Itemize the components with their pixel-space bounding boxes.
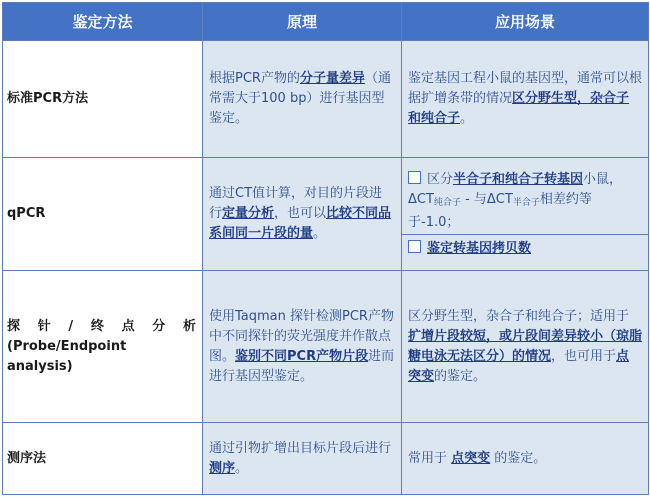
application-cell <box>402 423 649 495</box>
text: 。 <box>460 111 474 126</box>
text: 相差约等于-1.0； <box>408 191 592 230</box>
text: 根据PCR产物的 <box>209 71 300 86</box>
text: ，也可用于 <box>551 348 617 364</box>
text: ，也可以 <box>274 206 327 221</box>
highlight-text: 测序 <box>209 460 236 476</box>
table-row <box>3 271 649 423</box>
highlight-text: 定量分析 <box>222 206 275 221</box>
highlight-text: 点突变 <box>408 348 630 384</box>
text: 的鉴定。 <box>490 450 547 466</box>
method-cell: 标准PCR方法 <box>3 41 203 158</box>
subscript: 纯合子 <box>433 197 461 208</box>
principle-cell <box>203 158 402 271</box>
checkbox-icon <box>408 240 421 253</box>
highlight-text: 鉴别不同PCR产物片段 <box>235 348 369 364</box>
principle-cell <box>203 271 402 423</box>
highlight-text: 分子量差异 <box>299 71 365 86</box>
text: 小鼠，ΔCT <box>408 171 623 207</box>
text: 鉴定基因工程小鼠的基因型，通常可以根据扩增条带的情况 <box>408 71 643 106</box>
table-header-row <box>3 3 649 41</box>
genotyping-methods-table <box>2 2 649 495</box>
header-method: 鉴定方法 <box>3 3 203 41</box>
text: 。 <box>235 460 249 476</box>
text: 的鉴定。 <box>434 368 487 384</box>
header-principle: 原理 <box>203 3 402 41</box>
highlight-text: 半合子和纯合子转基因 <box>453 171 584 187</box>
highlight-text: 鉴定转基因拷贝数 <box>427 240 532 256</box>
method-cell <box>3 271 203 423</box>
application-cell <box>402 158 649 271</box>
text: 进而进行基因型鉴定。 <box>209 348 395 384</box>
subscript: 半合子 <box>512 197 540 208</box>
highlight-text: 扩增片段较短，或片段间差异较小（琼脂糖电泳无法区分）的情况 <box>408 328 643 364</box>
text: 区分野生型，杂合子和纯合子；适用于 <box>408 308 630 324</box>
application-item <box>402 166 648 234</box>
header-application: 应用场景 <box>402 3 649 41</box>
table-row <box>3 423 649 495</box>
highlight-text: 区分野生型，杂合子和纯合子 <box>408 91 630 126</box>
method-cell: qPCR <box>3 158 203 271</box>
text: （通常需大于100 bp）进行基因型鉴定。 <box>209 71 391 126</box>
text: 常用于 <box>408 450 452 466</box>
text: - 与ΔCT <box>460 191 513 207</box>
checkbox-icon <box>408 171 421 184</box>
method-subtitle: (Probe/Endpoint analysis) <box>7 338 127 374</box>
method-name: 探针/终点分析 <box>7 318 196 334</box>
method-cell: 测序法 <box>3 423 203 495</box>
principle-cell <box>203 423 402 495</box>
application-cell <box>402 271 649 423</box>
text: 区分 <box>427 171 454 187</box>
text: 通过引物扩增出目标片段后进行 <box>209 440 392 456</box>
text: 使用Taqman 探针检测PCR产物中不同探针的荧光强度并作散点图。 <box>209 308 394 364</box>
highlight-text: 比较不同品系间同一片段的量 <box>209 206 392 241</box>
application-cell <box>402 41 649 158</box>
text: 。 <box>313 226 327 241</box>
table-row <box>3 41 649 158</box>
table-row <box>3 158 649 271</box>
text: 通过CT值计算，对目的片段进行 <box>209 186 383 221</box>
application-item <box>402 234 648 263</box>
principle-cell <box>203 41 402 158</box>
highlight-text: 点突变 <box>451 450 491 466</box>
